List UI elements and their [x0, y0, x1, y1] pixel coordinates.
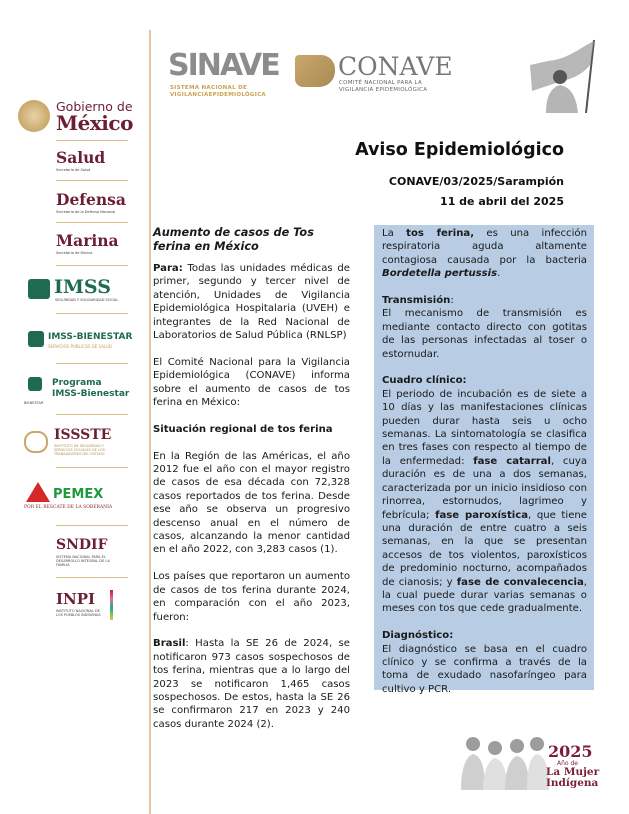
- figure-head: [553, 70, 567, 84]
- diagnosis-section: [382, 629, 587, 696]
- diagnosis-text: El diagnóstico se basa en el cuadro clínico y se confirma a través de la toma de exudado nasofaríngeo para cultivo y PCR.: [382, 643, 587, 695]
- definition-paragraph: [382, 227, 587, 281]
- document-code: CONAVE/03/2025/Sarampión: [388, 175, 564, 188]
- figure-body: [546, 85, 578, 113]
- year-theme-line1: La Mujer: [546, 766, 600, 778]
- woman-2-body: [483, 758, 507, 790]
- logo-separator: [56, 414, 128, 415]
- woman-1-body: [461, 754, 485, 790]
- sinave-logo: SINAVE: [168, 48, 279, 83]
- pemex-tagline: POR EL RESCATE DE LA SOBERANÍA: [24, 505, 113, 510]
- vertical-divider: [149, 30, 151, 814]
- transmission-section: [382, 294, 587, 361]
- document-date: 11 de abril del 2025: [440, 195, 564, 208]
- main-column: [153, 226, 350, 745]
- inpi-subtitle: INSTITUTO NACIONAL DE LOS PUEBLOS INDÍGENAS: [56, 609, 101, 617]
- logo-separator: [56, 577, 128, 578]
- programa-logo-line2: IMSS-Bienestar: [52, 389, 130, 399]
- sinave-subtitle-line2: VIGILANCIAEPIDEMIOLÓGICA: [170, 92, 266, 98]
- gobierno-logo-line2: México: [56, 111, 133, 135]
- logo-separator: [56, 313, 128, 314]
- year-theme: [546, 767, 599, 789]
- salud-subtitle: Secretaría de Salud: [56, 168, 91, 172]
- flag-bearer-illustration: [528, 35, 600, 113]
- conave-subtitle: [339, 80, 427, 94]
- clinical-text-a: El periodo de incubación es de siete a 10 días y las manifestaciones clínicas pueden durar hasta seis u ocho semanas. La sintomatología se clasifica en tres fases con respecto al tiempo de la enfermedad:: [382, 388, 587, 467]
- diagnosis-heading: Diagnóstico:: [382, 630, 454, 642]
- brasil-text: : Hasta la SE 26 de 2024, se notificaron 973 casos sospechosos de tos ferina, mientras que a lo largo del 2023 se notificaron 1,465 casos sospechosos. De estos, hasta la SE 26 se confirmaron 217 en 2023 y 240 casos durante 2024 (2).: [153, 638, 350, 730]
- programa-logo-line1: Programa: [52, 378, 102, 388]
- document-title: Aviso Epidemiológico: [355, 140, 564, 160]
- clinical-text-c: , que tiene una duración de entre cuatro a seis semanas, en la que se presentan accesos de tos violentos, paroxísticos de predominio nocturno, acompañados de cianosis; y: [382, 509, 588, 588]
- imss-logo: IMSS: [54, 276, 111, 298]
- recipients-paragraph: [153, 262, 350, 342]
- gobierno-logo-line1: Gobierno de: [56, 99, 133, 114]
- woman-1-head: [466, 737, 480, 751]
- clinical-text-b: , cuya duración es de una a dos semanas, caracterizada por un inicio insidioso con rinorrea, estornudos, lagrimeo y febrícula;: [382, 455, 587, 521]
- sndif-subtitle: SISTEMA NACIONAL PARA EL DESARROLLO INTEGRAL DE LA FAMILIA: [56, 555, 110, 567]
- issste-emblem-icon: [24, 431, 48, 453]
- year-of-label: Año de: [557, 760, 578, 767]
- logo-separator: [56, 363, 128, 364]
- programa-imss-icon: [28, 377, 42, 391]
- inpi-ribbon-icon: [110, 590, 113, 620]
- marina-subtitle: Secretaría de Marina: [56, 251, 93, 255]
- imss-bienestar-logo: IMSS-BIENESTAR: [48, 332, 133, 342]
- logo-separator: [56, 180, 128, 181]
- logo-separator: [56, 467, 128, 468]
- pemex-eagle-icon: [26, 482, 50, 502]
- phase-catarrhal: fase catarral: [473, 455, 551, 467]
- conave-subtitle-line1: COMITÉ NACIONAL PARA LA: [339, 80, 423, 86]
- definition-text-c: .: [497, 268, 501, 280]
- inpi-logo: INPI: [56, 590, 96, 608]
- sinave-subtitle-line1: SISTEMA NACIONAL DE: [170, 85, 248, 91]
- coat-of-arms-icon: [18, 100, 50, 132]
- imss-eagle-icon: [28, 279, 50, 299]
- indigenous-women-illustration: [455, 728, 555, 790]
- conave-logo: CONAVE: [338, 52, 453, 81]
- para-label: Para:: [153, 263, 183, 274]
- clinical-heading: Cuadro clínico:: [382, 375, 467, 387]
- region-paragraph: En la Región de las Américas, el año 2012 fue el año con el mayor registro de casos de esa década con 72,328 casos reportados de tos ferina. Desde ese año se observa un progresivo descenso anual en el número de casos, alcanzando la menor cantidad en el año 2022, con 3,283 casos (1).: [153, 450, 350, 556]
- woman-3-head: [510, 739, 524, 753]
- section-heading: Situación regional de tos ferina: [153, 423, 333, 435]
- logo-separator: [56, 265, 128, 266]
- sinave-subtitle: [170, 85, 266, 99]
- programa-subtitle: BIENESTAR: [24, 401, 44, 405]
- logo-separator: [56, 222, 128, 223]
- brasil-paragraph: [153, 637, 350, 731]
- definition-text-b: es una infección respiratoria aguda altamente contagiosa causada por la bacteria: [382, 228, 587, 266]
- logo-separator: [56, 525, 128, 526]
- definition-text-a: La: [382, 228, 407, 239]
- imss-bienestar-icon: [28, 331, 44, 347]
- issste-logo: ISSSTE: [54, 427, 112, 443]
- year-theme-line2: Indígena: [546, 777, 599, 789]
- notice-heading: Aumento de casos de Tos ferina en México: [153, 226, 314, 253]
- marina-logo: Marina: [56, 231, 119, 250]
- phase-convalescence: fase de convalecencia: [456, 576, 584, 588]
- conave-subtitle-line2: VIGILANCIA EPIDEMIOLÓGICA: [339, 87, 428, 93]
- sndif-logo: SNDIF: [56, 537, 108, 553]
- bacteria-name: Bordetella pertussis: [382, 268, 498, 280]
- logo-separator: [56, 140, 128, 141]
- issste-subtitle: INSTITUTO DE SEGURIDAD Y SERVICIOS SOCIALES DE LOS TRABAJADORES DEL ESTADO: [54, 444, 105, 456]
- countries-paragraph: Los países que reportaron un aumento de casos de tos ferina durante 2024, en comparación con el año 2023, fueron:: [153, 571, 350, 623]
- imss-bienestar-subtitle: SERVICIOS PÚBLICOS DE SALUD: [48, 344, 112, 349]
- brasil-label: Brasil: [153, 638, 186, 650]
- recipients-text: Todas las unidades médicas de primer, segundo y tercer nivel de atención, Unidades de Vigilancia Epidemiológica Hospitalaria (UVEH) e integrantes de la Red Nacional de Laboratorios de Salud Pública (RNLSP): [153, 263, 350, 342]
- clinical-text-d: , la cual puede durar varias semanas o meses con tos que cede gradualmente.: [382, 576, 587, 615]
- year-logo: 2025: [548, 742, 593, 761]
- woman-4-head: [530, 737, 544, 751]
- woman-3-body: [505, 756, 529, 790]
- woman-2-head: [488, 741, 502, 755]
- transmission-heading: Transmisión:: [382, 295, 454, 307]
- clinical-section: [382, 374, 587, 615]
- imss-subtitle: SEGURIDAD Y SOLIDARIDAD SOCIAL: [55, 298, 119, 302]
- mexico-map-icon: [295, 55, 335, 87]
- definition-term: tos ferina,: [406, 228, 475, 239]
- intro-paragraph: El Comité Nacional para la Vigilancia Epidemiológica (CONAVE) informa sobre el aumento de casos de tos ferina en México:: [153, 356, 350, 409]
- info-box-content: [382, 227, 587, 710]
- defensa-subtitle: Secretaría de la Defensa Nacional: [56, 210, 116, 214]
- transmission-text: El mecanismo de transmisión es mediante contacto directo con gotitas de las personas infectadas al toser o estornudar.: [382, 308, 587, 360]
- phase-paroxysmal: fase paroxística: [435, 509, 529, 521]
- salud-logo: Salud: [56, 148, 106, 167]
- defensa-logo: Defensa: [56, 190, 126, 209]
- pemex-logo: PEMEX: [53, 487, 104, 502]
